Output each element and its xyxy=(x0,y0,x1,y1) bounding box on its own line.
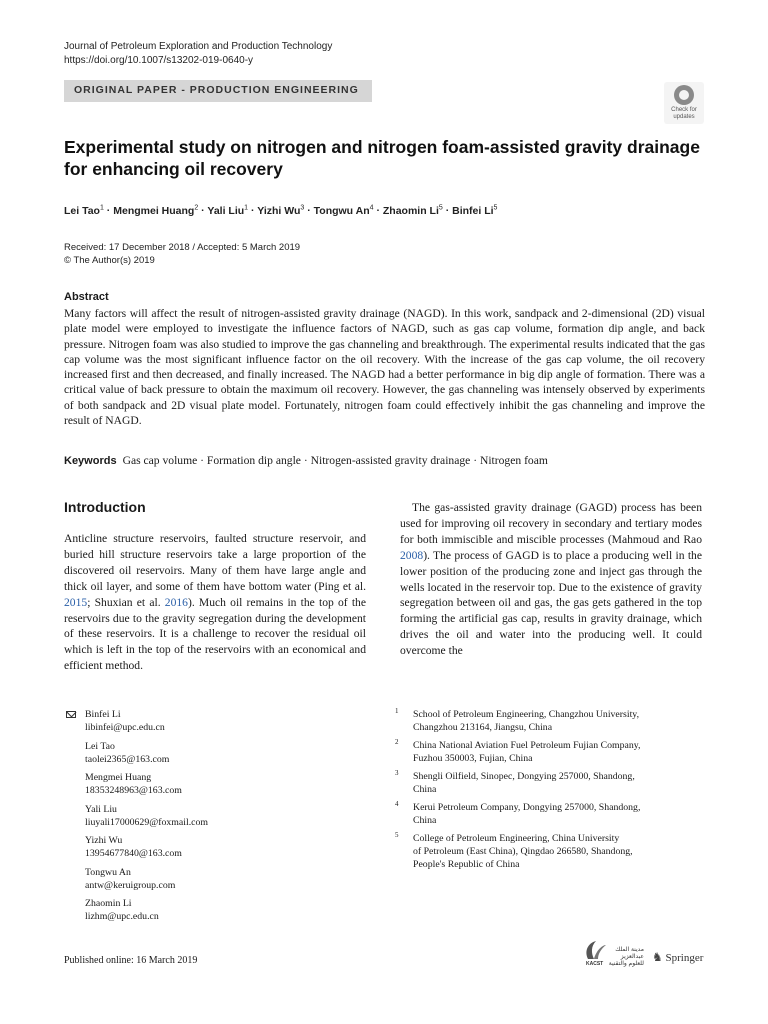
contact-email[interactable]: taolei2365@163.com xyxy=(85,753,170,765)
author[interactable]: Binfei Li$^5$ xyxy=(452,204,498,217)
contact-name: Yali Liu xyxy=(85,803,117,815)
affiliation-number: 5 xyxy=(395,831,399,839)
paper-title: Experimental study on nitrogen and nitrogen foam-assisted gravity drainage for enhancing oil recovery xyxy=(64,137,700,179)
crossmark-icon xyxy=(674,85,694,105)
springer-logo xyxy=(652,950,703,965)
check-for-label: Check for xyxy=(671,107,697,113)
contact-entry xyxy=(64,897,364,923)
contact-entry xyxy=(64,771,364,797)
affiliation-entry: 1 School of Petroleum Engineering, Changzhou University, Changzhou 213164, Jiangsu, China xyxy=(395,707,640,733)
contact-entry xyxy=(64,708,364,734)
author[interactable]: Zhaomin Li$^5$ xyxy=(382,204,443,217)
keywords-text: Gas cap volume · Formation dip angle · Nitrogen-assisted gravity drainage · Nitrogen foam xyxy=(122,454,548,467)
abstract-heading: Abstract xyxy=(64,291,109,303)
contact-name: Zhaomin Li xyxy=(85,898,132,909)
kacst-label: KACST xyxy=(586,961,604,967)
introduction-heading: Introduction xyxy=(64,499,146,515)
contact-name: Yizhi Wu xyxy=(85,835,123,846)
author[interactable]: Yali Liu$^1$ xyxy=(207,204,249,217)
contact-name: Lei Tao xyxy=(85,740,115,752)
contact-email[interactable]: 18353248963@163.com xyxy=(85,785,182,796)
affiliation-entry: 4 Kerui Petroleum Company, Dongying 257000, Shandong, China xyxy=(395,800,641,826)
author[interactable]: Mengmei Huang$^2$ xyxy=(113,204,199,217)
contact-email[interactable]: 13954677840@163.com xyxy=(85,848,182,859)
springer-label: Springer xyxy=(665,952,704,964)
introduction-column-right: The gas-assisted gravity drainage (GAGD) process has been used for improving oil recovery in secondary and tertiary modes for both immiscible and miscible processes (Mahmoud and Rao 2008). The process of GAGD is to place a producing well in the lower position of the producing zone and inject gas through the wells located in the reservoir top. Due to the existence of gravity segregation between oil and gas, the gas gets gathered in the top forming the artificial gas cap, results in gravity drainage, which drives the oil and water into the producing well. It could overcome the xyxy=(400,501,702,658)
author-contacts xyxy=(64,708,364,929)
contact-email[interactable]: liuyali17000629@foxmail.com xyxy=(85,816,209,828)
keywords xyxy=(64,454,704,467)
article-type-banner xyxy=(64,80,372,102)
keywords-label: Keywords xyxy=(64,455,117,467)
introduction-column-left: Anticline structure reservoirs, faulted structure reservoir, and buried hill structure reservoirs take a large proportion of the discovered oil reservoirs. Many of them have large angle and thick oil layer, and some of them have bottom water (Ping et al. 2015; Shuxian et al. 2016). Much oil remains in the top of the reservoirs due to the gravity segregation during the development of these reservoirs. It is a challenge to recover the residual oil which is left in the top of the reservoirs with an economical and efficient method. xyxy=(64,532,366,673)
affiliation-number: 1 xyxy=(395,707,399,715)
published-online: Published online: 16 March 2019 xyxy=(64,955,198,966)
updates-label: updates xyxy=(673,114,695,120)
contact-email[interactable]: lizhm@upc.edu.cn xyxy=(85,911,159,922)
journal-name: Journal of Petroleum Exploration and Production Technology xyxy=(64,41,333,52)
affiliations xyxy=(395,708,715,876)
affiliation-number: 2 xyxy=(395,738,399,746)
contact-entry xyxy=(64,803,364,829)
check-for-updates-badge[interactable] xyxy=(664,82,704,124)
contact-entry xyxy=(64,866,364,892)
affiliation-entry: 2 China National Aviation Fuel Petroleum Fujian Company, Fuzhou 350003, Fujian, China xyxy=(395,738,641,764)
affiliation-number: 4 xyxy=(395,800,399,808)
article-type-label: ORIGINAL PAPER - PRODUCTION ENGINEERING xyxy=(74,84,359,96)
citation-link[interactable]: 2015 xyxy=(64,595,88,609)
citation-link[interactable]: 2016 xyxy=(164,595,188,609)
affiliation-entry: 3 Shengli Oilfield, Sinopec, Dongying 257000, Shandong, China xyxy=(395,769,635,795)
contact-entry xyxy=(64,740,364,766)
citation-link[interactable]: 2008 xyxy=(400,548,424,562)
abstract-text: Many factors will affect the result of nitrogen-assisted gravity drainage (NAGD). In this work, sandpack and 2-dimensional (2D) visual plate model were employed to investigate the influence factors of NAGD, such as gas cap volume, formation dip angle, and back pressure. Nitrogen foam was also studied to improve the gas channeling and breakthrough. The experimental results indicated that the gas cap volume was the most significant influence factor on the oil recovery. With the increase of the gas cap volume, the oil recovery increased first and then decreased, and finally increased. The NAGD had a better performance in big dip angle of formation. There was a critical value of back pressure to obtain the maximum oil recovery. However, the gas channeling was intensely observed by experiments of both sandpack and 2D visual plate model. Fortunately, nitrogen foam could effectively inhibit the gas channeling and improve the result of NAGD. xyxy=(64,307,705,428)
contact-entry xyxy=(64,834,364,860)
contact-email[interactable]: antw@keruigroup.com xyxy=(85,879,176,891)
doi-link[interactable]: https://doi.org/10.1007/s13202-019-0640-y xyxy=(64,55,254,66)
journal-header xyxy=(64,40,332,68)
author[interactable]: Yizhi Wu$^3$ xyxy=(257,204,305,217)
contact-email[interactable]: libinfei@upc.edu.cn xyxy=(85,722,165,733)
springer-horse-icon: ♞ xyxy=(652,950,663,964)
affiliation-number: 3 xyxy=(395,769,399,777)
received-accepted: Received: 17 December 2018 / Accepted: 5 March 2019 xyxy=(64,242,301,253)
publication-dates xyxy=(64,241,300,267)
contact-name: Binfei Li xyxy=(85,709,121,720)
affiliation-entry: 5 College of Petroleum Engineering, China University of Petroleum (East China), Qingdao 266580, Shandong, People's Republic of China xyxy=(395,831,633,870)
author-list: Lei Tao$^1$ · Mengmei Huang$^2$ · Yali Liu$^1$ · Yizhi $Wu^3$ · Tongwu $An^4$ · Zhaomin $Li^5$ · Binfei Li$^5$ xyxy=(64,204,498,217)
contact-name: Mengmei Huang xyxy=(85,772,152,783)
envelope-icon xyxy=(66,711,76,718)
copyright: © The Author(s) 2019 xyxy=(64,255,155,266)
contact-name: Tongwu An xyxy=(85,866,131,878)
author[interactable]: Lei Tao$^1$ xyxy=(64,204,104,217)
kacst-arabic-text: مدينة الملك عبدالعزيز للعلوم والتقنية xyxy=(608,947,644,967)
author[interactable]: Tongwu An$^4$ xyxy=(313,204,374,217)
kacst-logo xyxy=(582,937,644,969)
